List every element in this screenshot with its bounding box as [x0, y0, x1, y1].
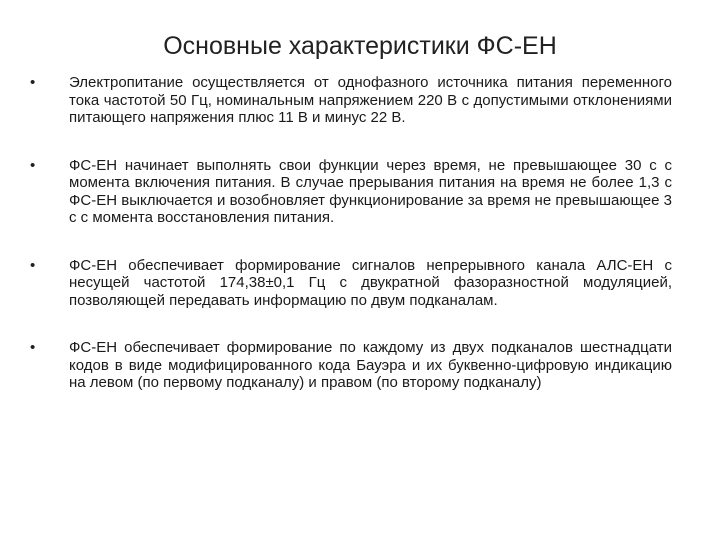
slide-title: Основные характеристики ФС-ЕН: [163, 32, 557, 60]
bullet-item: [0, 257, 720, 310]
bullet-icon: •: [30, 256, 36, 274]
bullet-item: [0, 157, 720, 227]
bullet-text: ФС-ЕН обеспечивает формирование по каждому из двух подканалов шестнадцати кодов в виде модифицированного кода Бауэра и их буквенно-цифровую индикацию на левом (по первому подканалу) и правом (по второму подканалу): [69, 339, 672, 391]
bullet-item: [0, 74, 720, 127]
bullet-text: ФС-ЕН обеспечивает формирование сигналов непрерывного канала АЛС-ЕН с несущей частотой 174,38±0,1 Гц с двукратной фазоразностной модуляцией, позволяющей передавать информацию по двум подканалам.: [69, 256, 672, 309]
bullet-icon: •: [30, 339, 36, 356]
bullet-icon: •: [30, 74, 36, 91]
bullet-text: Электропитание осуществляется от однофазного источника питания переменного тока частотой 50 Гц, номинальным напряжением 220 В с допустимыми отклонениями питающего напряжения плюс 11 В и минус 22 В.: [69, 74, 672, 126]
bullet-icon: •: [30, 156, 36, 174]
bullet-text: ФС-ЕН начинает выполнять свои функции через время, не превышающее 30 с с момента включения питания. В случае прерывания питания на время не более 1,3 с ФС-ЕН выключается и возобновляет функционирование за время не превышающее 3 с с момента восстановления питания.: [69, 156, 672, 226]
bullet-list: [0, 74, 720, 422]
bullet-item: [0, 339, 720, 392]
